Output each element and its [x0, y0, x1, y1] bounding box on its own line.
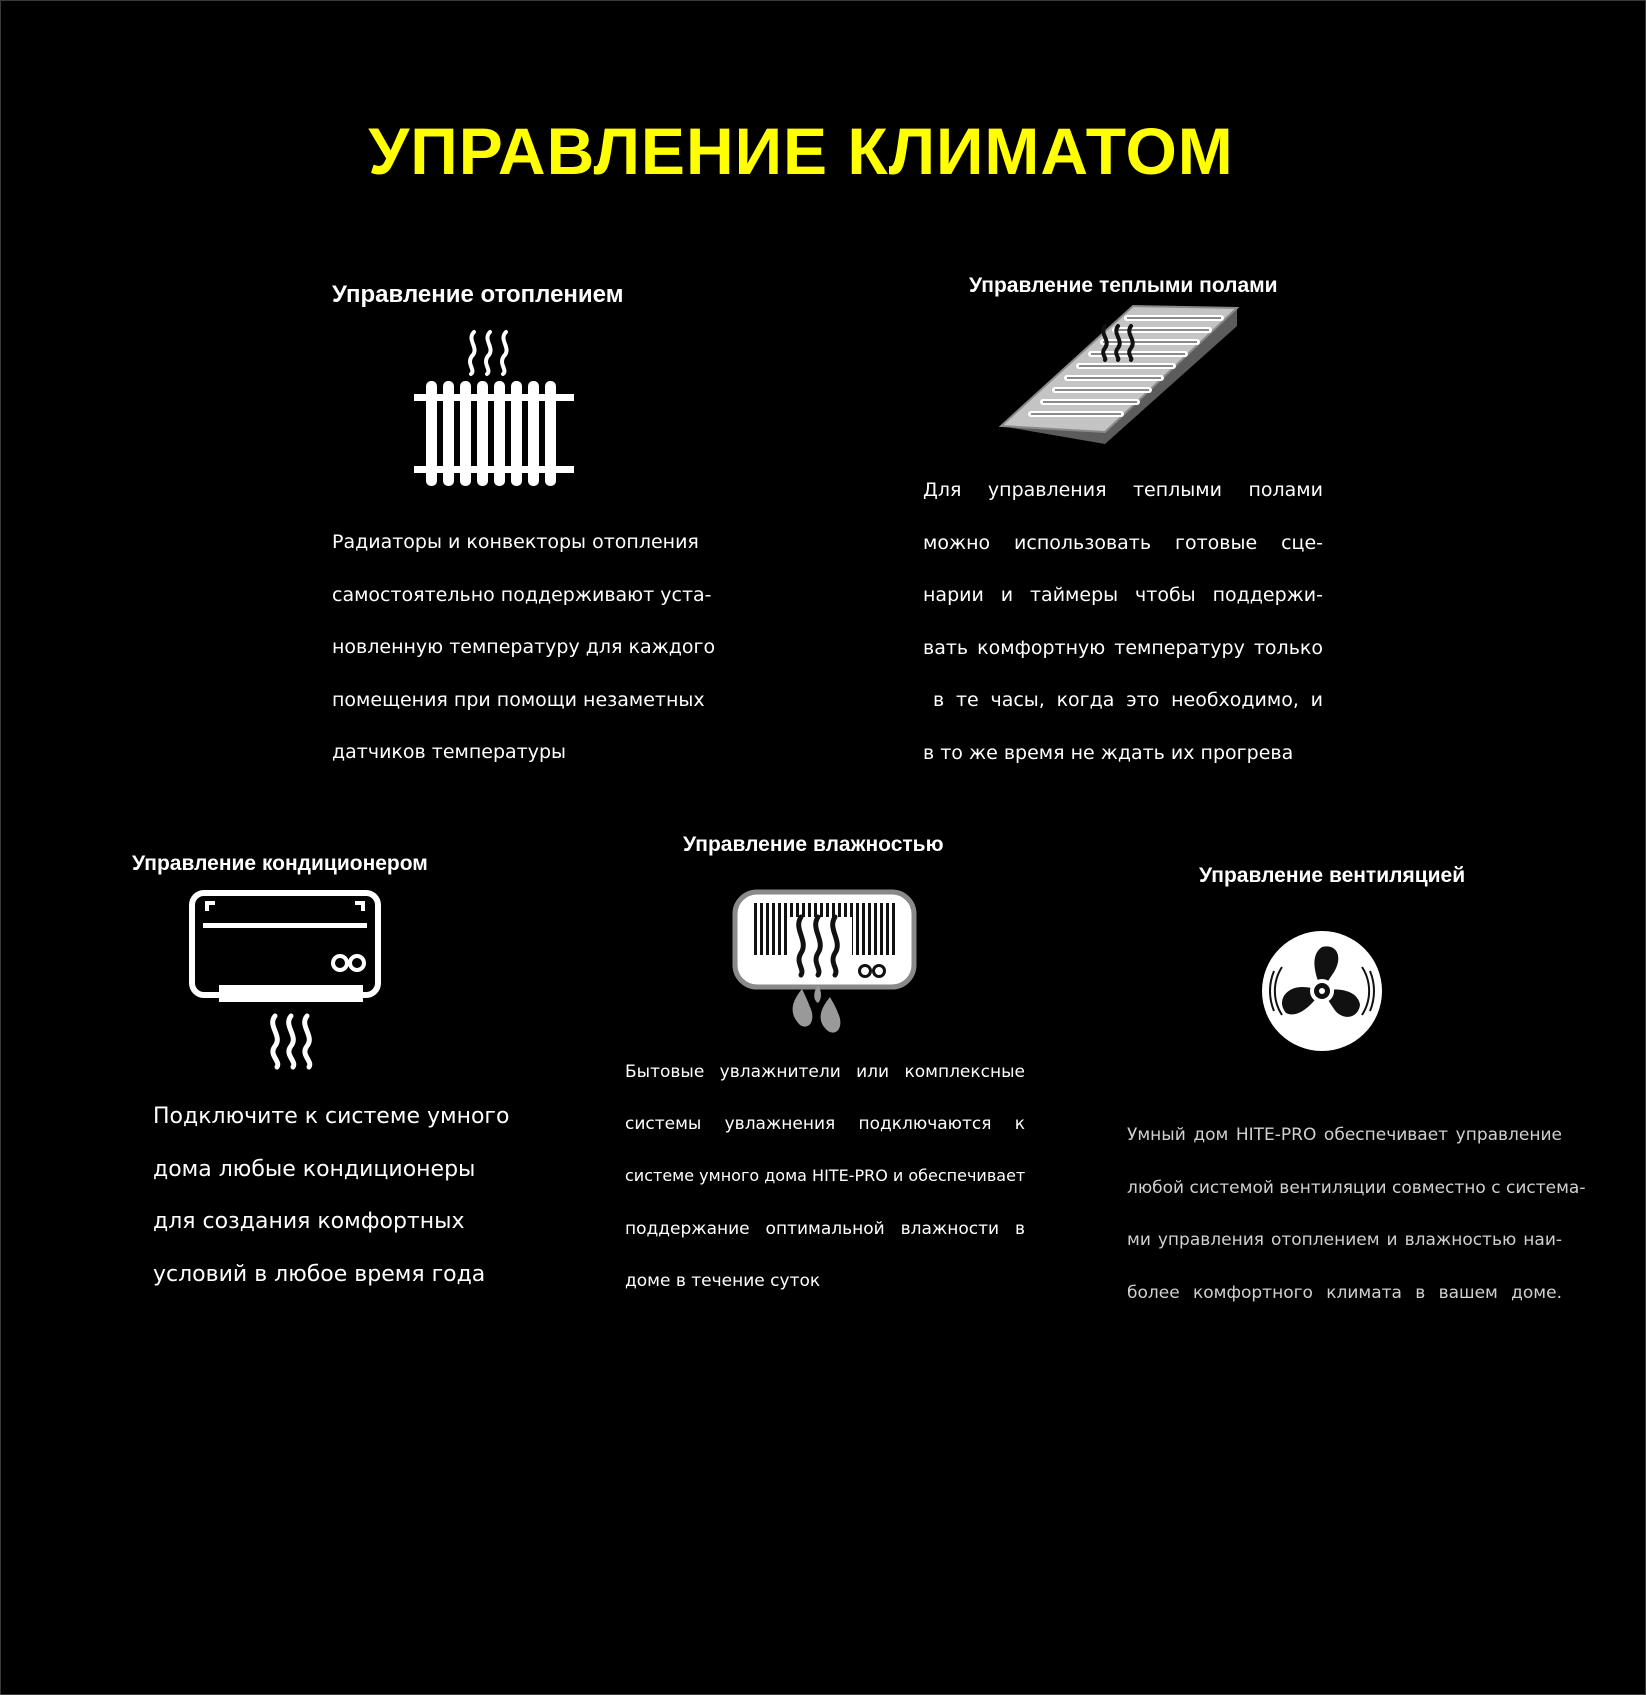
- heating-description: [332, 516, 716, 779]
- humidity-line: поддержание оптимальной влажности в: [625, 1218, 1025, 1239]
- radiator-icon: [409, 326, 579, 491]
- ventilation-description: [1127, 1109, 1586, 1319]
- floor-line: в то же время не ждать их прогрева: [923, 741, 1294, 764]
- heating-title: Управление отоплением: [332, 281, 624, 308]
- floor-line: нарии и таймеры чтобы поддержи-: [923, 584, 1323, 607]
- humidity-line: доме в течение суток: [625, 1270, 821, 1291]
- ac-title: Управление кондиционером: [132, 852, 428, 875]
- humidifier-icon: [732, 889, 917, 1037]
- fan-icon: [1258, 929, 1388, 1053]
- ventilation-line: более комфортного климата в вашем доме.: [1127, 1282, 1562, 1303]
- humidity-description: [625, 1046, 1025, 1307]
- floor-line: можно использовать готовые сце-: [923, 531, 1323, 554]
- floor-line: Для управления теплыми полами: [923, 479, 1323, 501]
- heating-line: Радиаторы и конвекторы отопления: [332, 531, 699, 553]
- heating-line: помещения при помощи незаметных: [332, 688, 705, 711]
- air-conditioner-icon: [189, 889, 385, 1074]
- page-title: УПРАВЛЕНИЕ КЛИМАТОМ: [368, 114, 1234, 188]
- heated-floor-icon: [999, 304, 1239, 446]
- ac-line: Подключите к системе умного: [153, 1104, 510, 1129]
- floor-line: в те часы, когда это необходимо, и: [933, 689, 1323, 712]
- heating-line: новленную температуру для каждого: [332, 636, 716, 659]
- ac-line: дома любые кондиционеры: [153, 1156, 476, 1182]
- ac-line: условий в любое время года: [153, 1261, 486, 1287]
- ventilation-line: любой системой вентиляции совместно с системa-: [1127, 1177, 1586, 1198]
- ventilation-title: Управление вентиляцией: [1199, 864, 1466, 887]
- humidity-line: системе умного дома HITE-PRO и обеспечивает: [625, 1166, 1026, 1186]
- ventilation-line: Умный дом HITE-PRO обеспечивает управление: [1127, 1125, 1562, 1145]
- humidity-line: Бытовые увлажнители или комплексные: [625, 1062, 1025, 1082]
- heating-line: датчиков температуры: [332, 741, 567, 764]
- heating-line: самостоятельно поддерживают уста-: [332, 583, 712, 606]
- ac-line: для создания комфортных: [153, 1209, 465, 1235]
- floor-title: Управление теплыми полами: [969, 274, 1278, 297]
- ventilation-line: ми управления отоплением и влажностью наи-: [1127, 1230, 1562, 1251]
- humidity-line: системы увлажнения подключаются к: [625, 1114, 1025, 1135]
- humidity-title: Управление влажностью: [683, 833, 944, 856]
- floor-description: [923, 464, 1323, 780]
- ac-description: [153, 1091, 533, 1301]
- floor-line: вать комфортную температуру только: [923, 636, 1323, 659]
